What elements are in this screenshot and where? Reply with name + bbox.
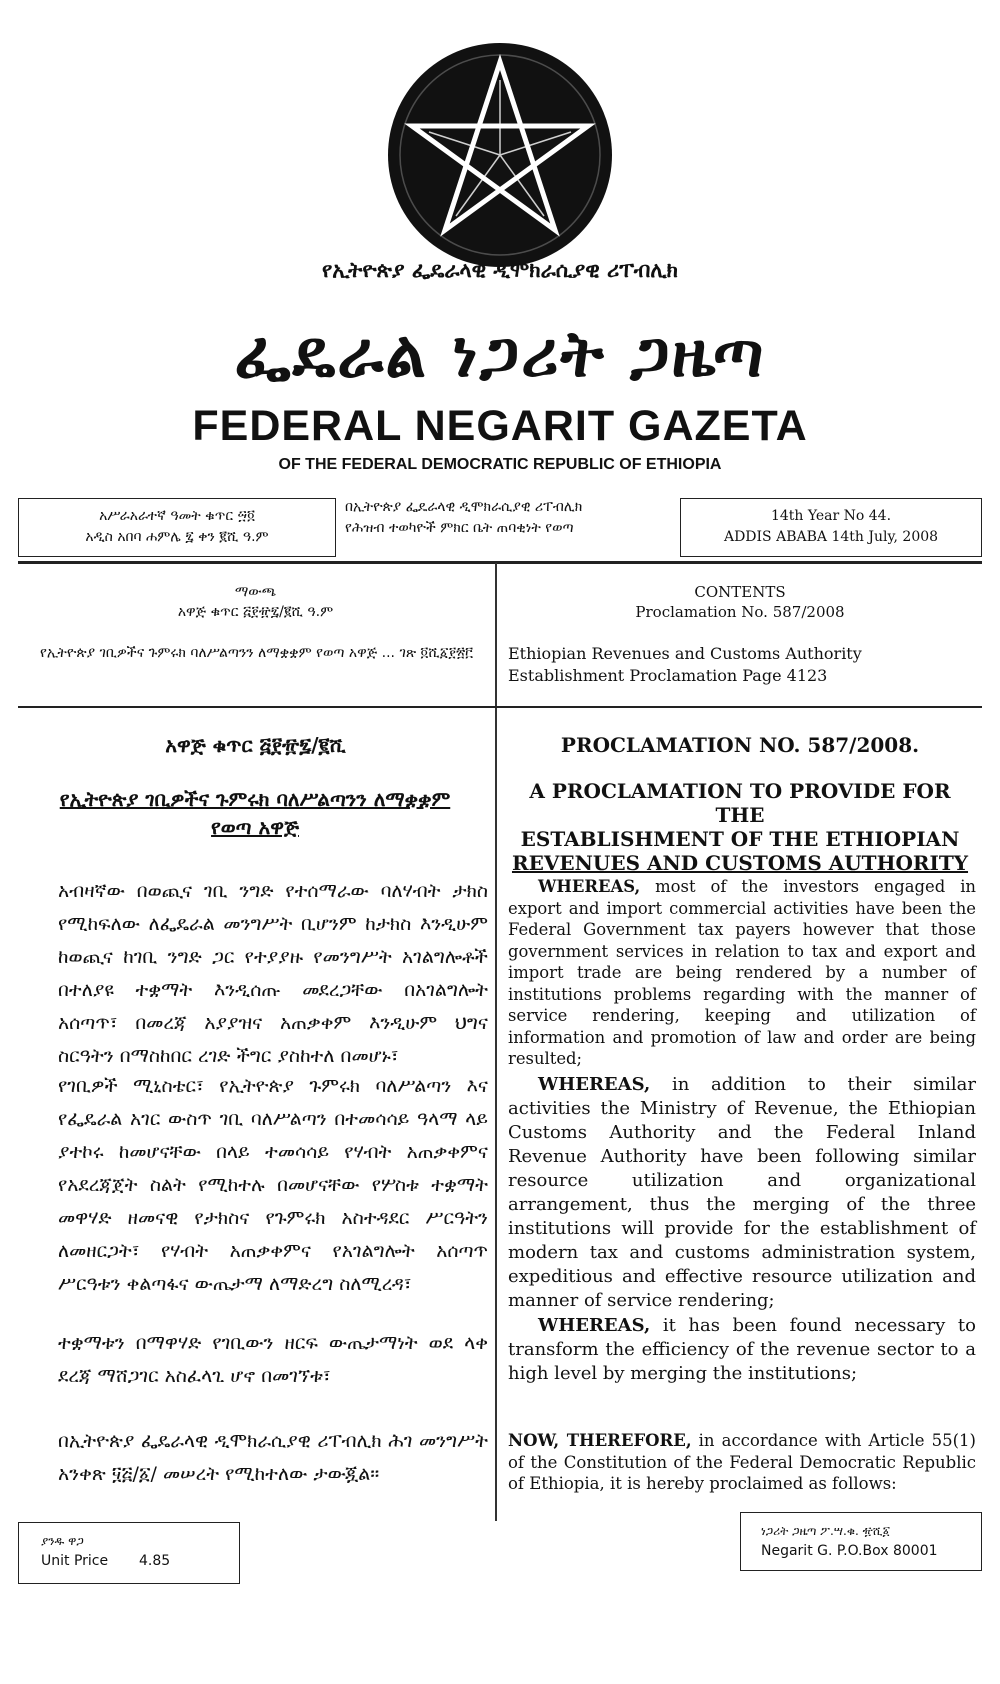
paragraph-2-text: in addition to their similar activities the Ministry of Revenue, the Ethiopian Customs Authority and the Federal Inland Revenue Authority have been following similar resource utilization and organizational arrangement, thus the merging of the three institutions will provide for the establishment of modern tax and customs administration system, expeditious and effective resource utilization and manner of service rendering; [508, 1074, 976, 1311]
issue-authority [345, 497, 582, 539]
po-box-box [740, 1512, 982, 1571]
po-box-english: Negarit G. P.O.Box 80001 [761, 1543, 938, 1559]
unit-price-value: 4.85 [139, 1553, 171, 1569]
authority-line-2: የሕዝብ ተወካዮች ምክር ቤት ጠባቂነት የወጣ [345, 520, 574, 536]
national-emblem-icon [385, 40, 615, 270]
header-divider [18, 561, 982, 564]
contents-amharic-heading [18, 582, 493, 622]
proclamation-number-english: PROCLAMATION NO. 587/2008. [560, 733, 920, 757]
preamble-paragraph-3-amharic: ተቋማቱን በማዋሃድ የገቢውን ዘርፍ ውጤታማነት ወደ ላቀ ደረጃ ማሸጋገር አስፈላጊ ሆኖ በመገኘቱ፣ [58, 1332, 488, 1387]
whereas-lead-3: WHEREAS, [538, 1315, 651, 1336]
now-therefore-lead: NOW, THEREFORE, [508, 1431, 692, 1450]
contents-item-english: Ethiopian Revenues and Customs Authority Establishment Proclamation Page 4123 [508, 644, 862, 685]
proclamation-title-amharic: የኢትዮጵያ ገቢዎችና ጉምሩክ ባለሥልጣንን ለማቋቋም የወጣ አዋጅ [59, 787, 451, 839]
republic-name-amharic: የኢትዮጵያ ፌዴራላዊ ዲሞክራሲያዊ ሪፐብሊክ [322, 258, 678, 282]
enactment-clause-english [508, 1430, 976, 1495]
issue-date-english: ADDIS ABABA 14th July, 2008 [723, 529, 939, 545]
issue-info-english [680, 498, 982, 557]
issue-year-english: 14th Year No 44. [770, 508, 892, 524]
paragraph-3-text: it has been found necessary to transform the efficiency of the revenue sector to a high level by merging the institutions; [508, 1315, 976, 1384]
authority-line-1: በኢትዮጵያ ፌዴራላዊ ዲሞክራሲያዊ ሪፐብሊክ [345, 499, 583, 515]
whereas-lead-1: WHEREAS, [538, 877, 641, 896]
contents-item-amharic: የኢትዮጵያ ገቢዎችና ጉምሩክ ባለሥልጣንን ለማቋቋም የወጣ አዋጅ ... ገጽ ፬ሺ፩፻፳፫ [40, 645, 473, 661]
gazette-title-english: FEDERAL NEGARIT GAZETA [192, 402, 808, 450]
gazette-title-amharic: ፌዴራል ነጋሪት ጋዜጣ [234, 318, 766, 392]
proclamation-title-english [505, 779, 975, 875]
republic-name-english: OF THE FEDERAL DEMOCRATIC REPUBLIC OF ETHIOPIA [278, 456, 722, 473]
contents-title-english: CONTENTS [694, 583, 786, 601]
paragraph-1-text: most of the investors engaged in export and import commercial activities have been the Federal Government tax payers however that those government services in relation to tax and export and import trade are being rendered by a number of institutions problems regarding with the manner of service rendering, keeping and utilization of information and promotion of law and order are being resulted; [508, 877, 976, 1068]
unit-price-label-amharic: ያንዱ ዋጋ [41, 1534, 84, 1548]
issue-info-amharic [18, 498, 336, 557]
preamble-paragraph-1-english [508, 876, 976, 1070]
enactment-clause-amharic: በኢትዮጵያ ፌዴራላዊ ዲሞክራሲያዊ ሪፐብሊክ ሕገ መንግሥት አንቀጽ ፶፭/፩/ መሠረት የሚከተለው ታውጇል። [58, 1430, 488, 1485]
unit-price-row [41, 1551, 239, 1571]
preamble-paragraph-3-english [508, 1314, 976, 1386]
preamble-paragraph-1-amharic: አብዛኛው በወጪና ገቢ ንግድ የተሰማራው ባለሃብት ታክስ የሚከፍለው ለፌዴራል መንግሥት ቢሆንም ከታክስ እንዲሁም ከወጪና ከገቢ ንግድ ጋር የተያያዙ የመንግሥት አገልግሎቶች በተለያዩ ተቋማት እንዲሰጡ መደረጋቸው በአገልግሎት አሰጣጥ፣ በመረጃ አያያዝና አጠቃቀም እንዲሁም ህግና ስርዓትን በማስከበር ረገድ ችግር ያስከተለ በመሆኑ፣ [58, 880, 488, 1067]
enactment-text: in accordance with Article 55(1) of the Constitution of the Federal Democratic Republic of Ethiopia, it is hereby proclaimed as follows: [508, 1431, 976, 1493]
issue-year-amharic: አሥራአራተኛ ዓመት ቁጥር ፵፬ [99, 508, 255, 524]
unit-price-label: Unit Price [41, 1553, 109, 1569]
contents-subtitle-amharic: አዋጅ ቁጥር ፭፻፹፯/፪ሺ ዓ.ም [177, 604, 334, 620]
contents-divider [18, 706, 982, 708]
proclamation-number-amharic: አዋጅ ቁጥር ፭፻፹፯/፪ሺ [165, 733, 346, 757]
contents-title-amharic: ማውጫ [234, 584, 277, 600]
contents-english-heading [500, 582, 980, 622]
issue-date-amharic: አዲስ አበባ ሐምሌ ፯ ቀን ፪ሺ ዓ.ም [85, 529, 269, 545]
title-line-2: ESTABLISHMENT OF THE ETHIOPIAN [520, 827, 960, 851]
unit-price-box [18, 1522, 240, 1584]
preamble-paragraph-2-amharic: የገቢዎች ሚኒስቴር፣ የኢትዮጵያ ጉምሩክ ባለሥልጣን እና የፌዴራል አገር ውስጥ ገቢ ባለሥልጣን በተመሳሳይ ዓላማ ላይ ያተኮሩ ከመሆናቸው በላይ ተመሳሳይ የሃብት አጠቃቀምና የአደረጃጀት ስልት የሚከተሉ በመሆናቸው የሦስቱ ተቋማት መዋሃድ ዘመናዊ የታክስና የጉምሩክ አስተዳደር ሥርዓትን ለመዘርጋት፣ የሃብት አጠቃቀምና የአገልግሎት አሰጣጥ ሥርዓቱን ቀልጣፋና ውጤታማ ለማድረግ ስለሚረዳ፣ [58, 1075, 488, 1295]
contents-subtitle-english: Proclamation No. 587/2008 [635, 603, 845, 621]
po-box-amharic: ነጋሪት ጋዜጣ ፖ.ሣ.ቁ. ፹ሺ፩ [761, 1524, 890, 1538]
preamble-paragraph-2-english [508, 1073, 976, 1313]
whereas-lead-2: WHEREAS, [538, 1074, 651, 1095]
title-line-3: REVENUES AND CUSTOMS AUTHORITY [511, 851, 969, 875]
title-line-1: A PROCLAMATION TO PROVIDE FOR THE [529, 779, 951, 827]
